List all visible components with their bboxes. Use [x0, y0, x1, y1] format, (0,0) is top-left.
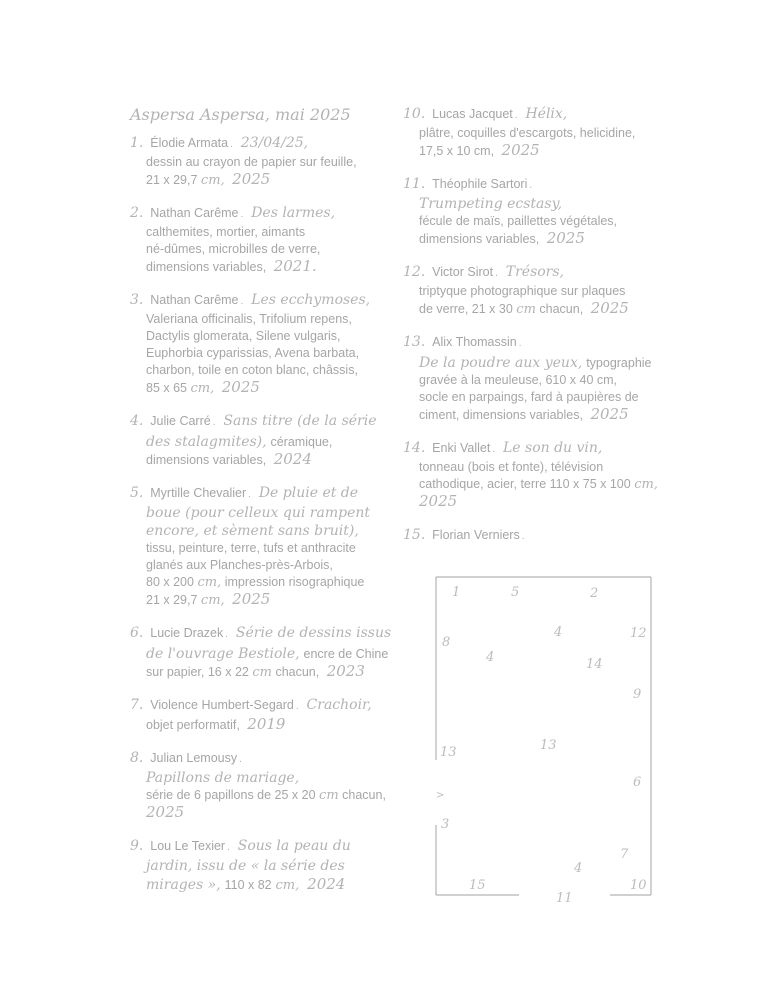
artwork-title: Hélix,	[525, 106, 568, 122]
plan-label-3: 3	[441, 817, 450, 832]
plan-label-6: 6	[633, 775, 642, 790]
artist-name: Lou Le Texier	[150, 839, 226, 853]
artwork-year: 2025	[419, 492, 458, 510]
artwork-title: Papillons de mariage,	[146, 770, 300, 786]
catalog-entry-1: 1. Élodie Armata . 23/04/25, dessin au crayon de papier sur feuille, 21 x 29,7 cm, 2025	[130, 133, 392, 189]
catalog-entry-5: 5. Myrtille Chevalier . De pluie et de boue (pour celleux qui rampent encore, et sèment sans bruit), tissu, peinture, terre, tufs et anthracite glanés aux Planches-près-Arbois, 80 x 200 cm, impression risographique 21 x 29,7 cm, 2025	[130, 483, 392, 609]
artist-name: Nathan Carême	[150, 293, 239, 307]
plan-label-10: 10	[630, 878, 647, 893]
artwork-title: Des larmes,	[251, 205, 336, 221]
artwork-year: 2024	[307, 875, 346, 893]
catalog-entry-14: 14. Enki Vallet . Le son du vin, tonneau (bois et fonte), télévision cathodique, acier, terre 110 x 75 x 100 cm, 2025	[403, 438, 665, 511]
right-column	[403, 104, 665, 554]
dims-line: 85 x 65 cm, 2025	[146, 378, 260, 396]
dims-line: 21 x 29,7 cm, 2025	[146, 590, 271, 608]
artwork-title: Crachoir,	[306, 697, 372, 713]
medium-line: dessin au crayon de papier sur feuille,	[146, 155, 357, 169]
plan-label-4c: 4	[574, 861, 583, 876]
artwork-year: 2025	[546, 229, 585, 247]
plan-label-2: 2	[590, 586, 599, 601]
medium-line: Dactylis glomerata, Silene vulgaris,	[146, 329, 341, 343]
artwork-title: Trumpeting ecstasy,	[419, 196, 563, 212]
plan-label-12: 12	[630, 626, 647, 641]
medium-line: Valeriana officinalis, Trifolium repens,	[146, 312, 352, 326]
artwork-year: 2025	[221, 378, 260, 396]
entry-number: 4.	[130, 413, 144, 429]
entry-number: 12.	[403, 264, 426, 280]
exhibition-heading: Aspersa Aspersa, mai 2025	[130, 105, 351, 124]
artist-name: Julie Carré	[150, 414, 211, 428]
entry-number: 11.	[403, 176, 426, 192]
artwork-title: De pluie et de	[258, 485, 359, 501]
dims-line: objet performatif, 2019	[146, 715, 286, 733]
artwork-title: De la poudre aux yeux, typographie	[419, 355, 652, 371]
medium-line: socle en parpaings, fard à paupières de	[419, 390, 639, 404]
artist-name: Alix Thomassin	[432, 335, 517, 349]
artist-name: Lucas Jacquet	[432, 107, 513, 121]
artwork-year: 2024	[273, 450, 312, 468]
artwork-year: 2021.	[273, 257, 317, 275]
medium-line: Euphorbia cyparissias, Avena barbata,	[146, 346, 360, 360]
artwork-year: 2023	[326, 662, 365, 680]
catalog-entry-15: 15. Florian Verniers .	[403, 527, 525, 543]
plan-label-4b: 4	[486, 650, 495, 665]
title-continuation: boue (pour celleux qui rampent	[146, 505, 370, 521]
artwork-year: 2025	[232, 590, 271, 608]
dims-line: cathodique, acier, terre 110 x 75 x 100 cm,	[419, 477, 658, 492]
plan-label-1: 1	[452, 585, 461, 600]
title-continuation: jardin, issu de « la série des	[146, 858, 345, 874]
catalog-entry-2: 2. Nathan Carême . Des larmes, calthemites, mortier, aimants né-dûmes, microbilles de verre, dimensions variables, 2021.	[130, 203, 392, 276]
catalog-entry-11: 11. Théophile Sartori . Trumpeting ecstasy, fécule de maïs, paillettes végétales, dimensions variables, 2025	[403, 174, 665, 248]
plan-label-5: 5	[511, 585, 520, 600]
artist-name: Florian Verniers	[432, 528, 520, 542]
artwork-title: Sous la peau du	[237, 838, 351, 854]
catalog-entry-12: 12. Victor Sirot . Trésors, triptyque photographique sur plaques de verre, 21 x 30 cm chacun, 2025	[403, 262, 665, 318]
entry-number: 9.	[130, 838, 144, 854]
medium-line: plâtre, coquilles d'escargots, helicidine,	[419, 126, 636, 140]
entry-number: 8.	[130, 750, 144, 766]
medium-line: triptyque photographique sur plaques	[419, 284, 626, 298]
artwork-title: Le son du vin,	[502, 440, 603, 456]
artist-name: Théophile Sartori	[432, 177, 528, 191]
artwork-title: Trésors,	[505, 264, 565, 280]
dims-line: série de 6 papillons de 25 x 20 cm chacun,	[146, 788, 386, 803]
entry-number: 5.	[130, 485, 144, 501]
catalog-entry-7: 7. Violence Humbert-Segard . Crachoir, objet performatif, 2019	[130, 695, 392, 734]
artist-name: Lucie Drazek	[150, 626, 224, 640]
medium-line: né-dûmes, microbilles de verre,	[146, 242, 321, 256]
plan-label-9: 9	[633, 687, 642, 702]
artwork-year: 2019	[247, 715, 286, 733]
medium-line: charbon, toile en coton blanc, châssis,	[146, 363, 358, 377]
medium-line: tonneau (bois et fonte), télévision	[419, 460, 604, 474]
artist-name: Nathan Carême	[150, 206, 239, 220]
dims-line: sur papier, 16 x 22 cm chacun, 2023	[146, 662, 365, 680]
medium-line: fécule de maïs, paillettes végétales,	[419, 214, 618, 228]
entry-number: 6.	[130, 625, 144, 641]
catalog-entry-9: 9. Lou Le Texier . Sous la peau du jardin, issu de « la série des mirages », 110 x 82 cm, 2024	[130, 836, 392, 895]
dims-line: de verre, 21 x 30 cm chacun, 2025	[419, 299, 629, 317]
entrance-arrow-icon: >	[436, 790, 445, 801]
medium-line: calthemites, mortier, aimants	[146, 225, 306, 239]
catalog-entry-10: 10. Lucas Jacquet . Hélix, plâtre, coquilles d'escargots, helicidine, 17,5 x 10 cm, 2025	[403, 104, 665, 160]
artwork-title: 23/04/25,	[240, 135, 309, 151]
dims-line: ciment, dimensions variables, 2025	[419, 405, 629, 423]
entry-number: 7.	[130, 697, 144, 713]
entry-number: 14.	[403, 440, 426, 456]
catalog-entry-6: 6. Lucie Drazek . Série de dessins issus de l'ouvrage Bestiole, encre de Chine sur papier, 16 x 22 cm chacun, 2023	[130, 625, 392, 680]
dims-line: dimensions variables, 2025	[419, 229, 585, 247]
medium-line: glanés aux Planches-près-Arbois,	[146, 558, 333, 572]
artist-name: Élodie Armata	[150, 136, 229, 150]
plan-label-7: 7	[620, 847, 629, 862]
artwork-year: 2025	[590, 405, 629, 423]
catalog-entry-4: 4. Julie Carré . Sans titre (de la série des stalagmites), céramique, dimensions variables, 2024	[130, 411, 392, 469]
artwork-year: 2025	[146, 803, 185, 821]
artwork-title: Sans titre (de la série	[223, 413, 377, 429]
title-continuation: mirages », 110 x 82 cm, 2024	[146, 875, 346, 893]
dims-line: dimensions variables, 2024	[146, 450, 312, 468]
catalog-entry-8: 8. Julian Lemousy . Papillons de mariage, série de 6 papillons de 25 x 20 cm chacun, 2025	[130, 748, 392, 822]
artwork-title: Les ecchymoses,	[251, 292, 371, 308]
title-continuation: des stalagmites), céramique,	[146, 434, 333, 450]
title-continuation: encore, et sèment sans bruit),	[146, 523, 359, 539]
plan-label-13b: 13	[540, 738, 557, 753]
left-column	[130, 104, 392, 909]
artist-name: Victor Sirot	[432, 265, 494, 279]
medium-line: tissu, peinture, terre, tufs et anthracite	[146, 541, 356, 555]
artwork-year: 2025	[501, 141, 540, 159]
plan-label-11: 11	[556, 891, 573, 906]
entry-number: 1.	[130, 135, 144, 151]
artist-name: Julian Lemousy	[150, 751, 238, 765]
medium-line: gravée à la meuleuse, 610 x 40 cm,	[419, 373, 618, 387]
plan-label-8: 8	[442, 635, 451, 650]
plan-label-15: 15	[469, 878, 486, 893]
artwork-year: 2025	[232, 170, 271, 188]
dims-line: 80 x 200 cm, impression risographique	[146, 575, 365, 590]
plan-label-13a: 13	[440, 745, 457, 760]
title-continuation: de l'ouvrage Bestiole, encre de Chine	[146, 646, 389, 662]
entry-number: 13.	[403, 334, 426, 350]
entry-number: 3.	[130, 292, 144, 308]
artist-name: Myrtille Chevalier	[150, 486, 247, 500]
catalog-entry-13: 13. Alix Thomassin . De la poudre aux yeux, typographie gravée à la meuleuse, 610 x 40 cm, socle en parpaings, fard à paupières de ciment, dimensions variables, 2025	[403, 332, 665, 424]
entry-number: 10.	[403, 106, 426, 122]
artist-name: Violence Humbert-Segard	[150, 698, 294, 712]
plan-label-4a: 4	[554, 625, 563, 640]
entry-number: 15.	[403, 527, 426, 543]
dims-line: 17,5 x 10 cm, 2025	[419, 141, 540, 159]
catalog-entry-3: 3. Nathan Carême . Les ecchymoses, Valeriana officinalis, Trifolium repens, Dactylis glomerata, Silene vulgaris, Euphorbia cyparissias, Avena barbata, charbon, toile en coton blanc, châssis, 85 x 65 cm, 2025	[130, 290, 392, 397]
dims-line: dimensions variables, 2021.	[146, 257, 317, 275]
plan-label-14: 14	[586, 657, 603, 672]
entry-number: 2.	[130, 205, 144, 221]
artwork-year: 2025	[590, 299, 629, 317]
artist-name: Enki Vallet	[432, 441, 491, 455]
dims-line: 21 x 29,7 cm, 2025	[146, 170, 271, 188]
artwork-title: Série de dessins issus	[235, 625, 392, 641]
